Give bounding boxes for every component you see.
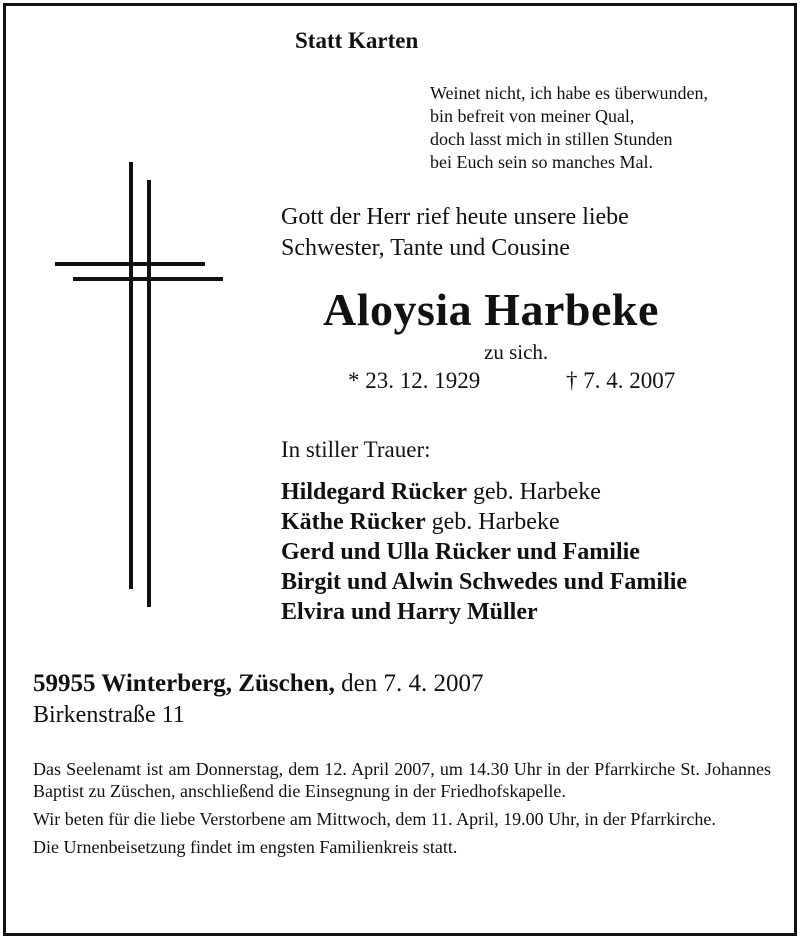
- mourning-label: In stiller Trauer:: [281, 437, 431, 462]
- mourner-row: [281, 567, 687, 597]
- poem: [430, 82, 708, 174]
- mourner-suffix: geb. Harbeke: [467, 479, 601, 505]
- poem-line: Weinet nicht, ich habe es überwunden,: [430, 83, 708, 103]
- mourner-name: Käthe Rücker: [281, 509, 426, 535]
- announcement-intro: [281, 202, 629, 264]
- intro-line: Gott der Herr rief heute unsere liebe: [281, 204, 629, 230]
- poem-line: bei Euch sein so manches Mal.: [430, 152, 653, 172]
- mourner-suffix: geb. Harbeke: [425, 509, 560, 535]
- intro-line: Schwester, Tante und Cousine: [281, 235, 570, 261]
- note-paragraph: Wir beten für die liebe Verstorbene am Mittwoch, dem 11. April, 19.00 Uhr, in der Pfarrkirche.: [33, 809, 716, 829]
- mourner-name: Birgit und Alwin Schwedes und Familie: [281, 569, 688, 595]
- cross-vertical-bar: [147, 180, 151, 607]
- deceased-name: Aloysia Harbeke: [323, 284, 659, 335]
- poem-line: bin befreit von meiner Qual,: [430, 106, 635, 126]
- address-place: 59955 Winterberg, Züschen,: [33, 670, 335, 697]
- poem-line: doch lasst mich in stillen Stunden: [430, 129, 673, 149]
- mourner-row: [281, 477, 687, 507]
- mourner-list: [281, 477, 687, 627]
- death-date: † 7. 4. 2007: [566, 368, 676, 393]
- birth-date: * 23. 12. 1929: [348, 368, 481, 393]
- zu-sich-text: zu sich.: [484, 340, 549, 364]
- address-date: den 7. 4. 2007: [334, 670, 484, 697]
- mourner-name: Elvira und Harry Müller: [281, 599, 538, 625]
- note-paragraph: Das Seelenamt ist am Donnerstag, dem 12. April 2007, um 14.30 Uhr in der Pfarrkirche St. Johannes Baptist zu Züschen, anschließend die Einsegnung in der Friedhofskapelle.: [33, 759, 771, 801]
- mourner-row: [281, 507, 687, 537]
- mourner-row: [281, 537, 687, 567]
- address-line: [33, 670, 483, 698]
- mourner-name: Hildegard Rücker: [281, 479, 467, 505]
- mourner-row: [281, 597, 687, 627]
- cross-vertical-bar: [129, 162, 133, 589]
- statt-karten-heading: Statt Karten: [295, 28, 419, 53]
- service-notes: [33, 758, 771, 864]
- cross-horizontal-bar: [73, 277, 223, 281]
- cross-horizontal-bar: [55, 262, 205, 266]
- mourner-name: Gerd und Ulla Rücker und Familie: [281, 539, 640, 565]
- address-street: Birkenstraße 11: [33, 702, 185, 728]
- note-paragraph: Die Urnenbeisetzung findet im engsten Familienkreis statt.: [33, 837, 458, 857]
